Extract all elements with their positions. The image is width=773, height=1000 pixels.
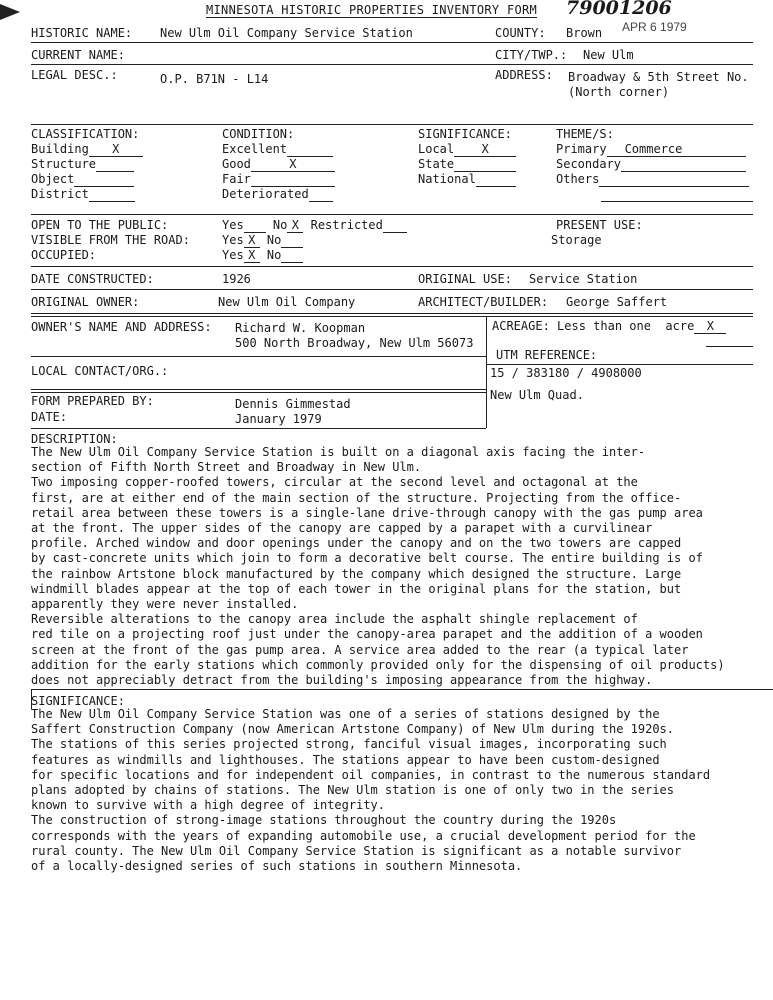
original-use-value: Service Station xyxy=(529,272,638,286)
corner-triangle-mark xyxy=(0,4,20,20)
cond-excellent: Excellent xyxy=(222,142,333,157)
significance-line: The stations of this series projected strong, fanciful visual images, incorporating such xyxy=(31,737,667,752)
occupied-options: Yes X No xyxy=(222,248,303,263)
description-line: the rainbow Artstone block manufactured by the company which designed the structure. Large xyxy=(31,566,682,581)
description-line: Two imposing copper-roofed towers, circular at the second level and octagonal at the xyxy=(31,475,638,490)
sig-national: National xyxy=(418,172,516,187)
city-value: New Ulm xyxy=(583,48,634,62)
rule-line xyxy=(31,316,753,317)
current-name-label: CURRENT NAME: xyxy=(31,48,125,62)
description-line: first, are at either end of the main section of the structure. Projecting from the office- xyxy=(31,490,682,505)
address-label: ADDRESS: xyxy=(495,68,553,82)
county-label: COUNTY: xyxy=(495,26,546,40)
date-constructed-label: DATE CONSTRUCTED: xyxy=(31,272,154,286)
significance-box-label: SIGNIFICANCE: xyxy=(418,127,512,141)
received-date-stamp: APR 6 1979 xyxy=(622,20,687,34)
description-line: does not appreciably detract from the building's imposing appearance from the highway. xyxy=(31,673,653,688)
sig-local: Local X xyxy=(418,142,516,157)
occupied-label: OCCUPIED: xyxy=(31,248,97,262)
condition-label: CONDITION: xyxy=(222,127,295,141)
cond-good: Good X xyxy=(222,157,335,172)
theme-secondary: Secondary xyxy=(556,157,746,172)
form-date-value: January 1979 xyxy=(235,412,322,426)
owner-label: OWNER'S NAME AND ADDRESS: xyxy=(31,320,212,334)
present-use-value: Storage xyxy=(551,233,602,247)
rule-line xyxy=(31,289,753,290)
architect-value: George Saffert xyxy=(566,295,668,309)
open-to-public-options: Yes No X Restricted xyxy=(222,218,407,233)
form-date-label: DATE: xyxy=(31,410,68,424)
owner-box-divider xyxy=(486,316,487,428)
description-line: section of Fifth North Street and Broadway in New Ulm. xyxy=(31,460,422,475)
description-line: profile. Arched window and door openings under the canopy and on the two towers are capped xyxy=(31,536,682,551)
description-line: retail area between these towers is a single-lane drive-through canopy with the gas pump area xyxy=(31,505,703,520)
rule-line xyxy=(31,392,486,393)
legal-desc-label: LEGAL DESC.: xyxy=(31,68,118,82)
cond-deteriorated: Deteriorated xyxy=(222,187,333,202)
description-line: addition for the early stations which commonly provided only for the dispensing of oil products) xyxy=(31,657,725,672)
significance-line: The New Ulm Oil Company Service Station was one of a series of stations designed by the xyxy=(31,707,660,721)
description-line: red tile on a projecting roof just under the canopy-area parapet and the addition of a wooden xyxy=(31,627,703,642)
significance-label: SIGNIFICANCE: xyxy=(31,694,125,708)
significance-line: known to survive with a high degree of integrity. xyxy=(31,798,386,813)
original-owner-label: ORIGINAL OWNER: xyxy=(31,295,140,309)
class-object: Object xyxy=(31,172,134,187)
visible-road-options: Yes X No xyxy=(222,233,303,248)
acreage-field: ACREAGE: Less than one acre X xyxy=(492,319,726,334)
historic-name-value: New Ulm Oil Company Service Station xyxy=(160,26,413,40)
significance-line: Saffert Construction Company (now American Artstone Company) of New Ulm during the 1920s. xyxy=(31,722,674,737)
utm-value: 15 / 383180 / 4908000 xyxy=(490,366,642,380)
owner-address: 500 North Broadway, New Ulm 56073 xyxy=(235,336,474,350)
description-text xyxy=(31,445,753,688)
acreage-blank-line xyxy=(706,346,753,347)
theme-others: Others xyxy=(556,172,749,187)
description-line: screen at the front of the gas pump area. A service area added to the rear (a typical later xyxy=(31,642,689,657)
rule-line xyxy=(31,356,486,357)
rule-line xyxy=(31,42,753,43)
city-label: CITY/TWP.: xyxy=(495,48,568,62)
rule-line xyxy=(31,689,773,690)
rule-line xyxy=(31,64,753,65)
class-building: Building X xyxy=(31,142,143,157)
theme-primary: Primary Commerce xyxy=(556,142,746,157)
cond-fair: Fair xyxy=(222,172,335,187)
prepared-by-value: Dennis Gimmestad xyxy=(235,397,351,411)
local-contact-label: LOCAL CONTACT/ORG.: xyxy=(31,364,169,378)
rule-line xyxy=(31,124,753,125)
utm-label: UTM REFERENCE: xyxy=(496,348,598,362)
significance-line: plans adopted by chains of stations. The New Ulm station is one of only two in the series xyxy=(31,783,674,798)
significance-line: The construction of strong-image stations throughout the country during the 1920s xyxy=(31,813,617,828)
description-line: at the front. The upper sides of the canopy are capped by a parapet with a curvilinear xyxy=(31,521,653,536)
rule-line xyxy=(31,313,753,314)
date-constructed-value: 1926 xyxy=(222,272,251,286)
rule-line xyxy=(31,428,486,429)
significance-text xyxy=(31,707,753,874)
address-line-2: (North corner) xyxy=(568,85,670,99)
rule-line xyxy=(31,266,753,267)
address-line-1: Broadway & 5th Street No. xyxy=(568,70,749,84)
visible-road-label: VISIBLE FROM THE ROAD: xyxy=(31,233,190,247)
original-owner-value: New Ulm Oil Company xyxy=(218,295,356,309)
significance-line: for specific locations and for independent oil companies, in contrast to the numerous standard xyxy=(31,767,711,782)
rule-line xyxy=(486,364,753,365)
class-district: District xyxy=(31,187,135,202)
class-structure: Structure xyxy=(31,157,134,172)
significance-line: features as windmills and lighthouses. The stations appear to have been custom-designed xyxy=(31,752,660,767)
historic-name-label: HISTORIC NAME: xyxy=(31,26,133,40)
present-use-label: PRESENT USE: xyxy=(556,218,643,232)
classification-label: CLASSIFICATION: xyxy=(31,127,140,141)
theme-label: THEME/S: xyxy=(556,127,614,141)
owner-name: Richard W. Koopman xyxy=(235,321,366,335)
county-value: Brown xyxy=(566,26,603,40)
open-to-public-label: OPEN TO THE PUBLIC: xyxy=(31,218,169,232)
prepared-by-label: FORM PREPARED BY: xyxy=(31,394,154,408)
description-line: windmill blades appear at the top of each tower in the original plans for the station, but xyxy=(31,581,682,596)
theme-blank-line xyxy=(601,201,753,202)
legal-desc-value: O.P. B71N - L14 xyxy=(160,72,269,86)
description-line: Reversible alterations to the canopy area include the asphalt shingle replacement of xyxy=(31,612,638,627)
sig-state: State xyxy=(418,157,516,172)
description-label: DESCRIPTION: xyxy=(31,432,118,446)
architect-label: ARCHITECT/BUILDER: xyxy=(418,295,549,309)
significance-line: of a locally-designed series of such stations in southern Minnesota. xyxy=(31,859,523,874)
rule-line xyxy=(31,214,753,215)
original-use-label: ORIGINAL USE: xyxy=(418,272,512,286)
rule-line xyxy=(31,389,486,390)
description-line: by cast-concrete units which join to form a decorative belt course. The entire building is of xyxy=(31,551,703,566)
description-line: The New Ulm Oil Company Service Station is built on a diagonal axis facing the inter- xyxy=(31,445,646,459)
significance-line: corresponds with the years of expanding automobile use, a crucial development period for the xyxy=(31,828,696,843)
quad-value: New Ulm Quad. xyxy=(490,388,584,402)
description-line: apparently they were never installed. xyxy=(31,597,299,612)
significance-line: rural county. The New Ulm Oil Company Service Station is significant as a notable survivor xyxy=(31,843,682,858)
handwritten-number: 79001206 xyxy=(566,0,672,19)
form-title: MINNESOTA HISTORIC PROPERTIES INVENTORY FORM xyxy=(206,3,538,17)
